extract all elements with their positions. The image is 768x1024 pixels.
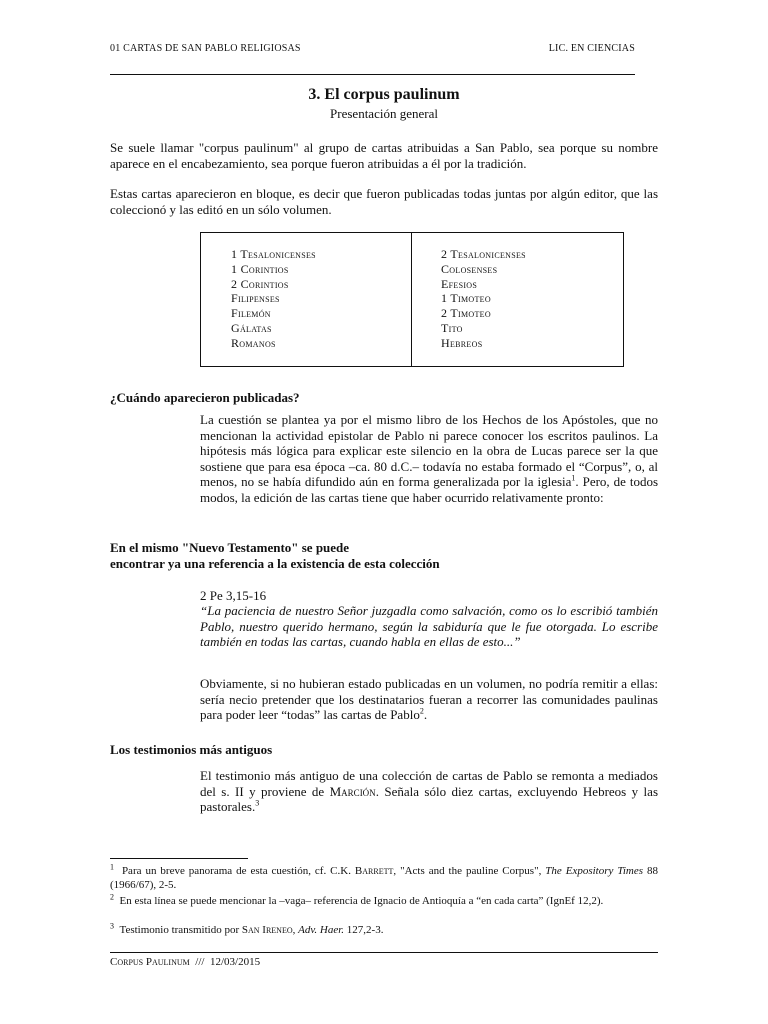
- book-item: 1 Corintios: [231, 261, 289, 276]
- footnote-ref[interactable]: 3: [255, 798, 260, 808]
- book-item: Gálatas: [231, 320, 272, 335]
- book-item: Tito: [441, 320, 463, 335]
- footer-date: 12/03/2015: [209, 956, 261, 968]
- footnote-rule: [110, 858, 248, 859]
- scripture-quote: “La paciencia de nuestro Señor juzgadla como salvación, como os lo escribió también Pablo, nuestro querido hermano, según la sabiduría que le fue otorgada. Lo escribe también en todas las cartas, cuando habla en ellas de esto...”: [200, 603, 658, 649]
- book-item: Filemón: [231, 306, 271, 321]
- book-item: 2 Timoteo: [441, 306, 491, 321]
- book-item: Filipenses: [231, 291, 280, 306]
- section-heading-testimonies: Los testimonios más antiguos: [110, 742, 273, 757]
- footer-title: Corpus Paulinum: [110, 956, 190, 968]
- intro-paragraph-1: Se suele llamar "corpus paulinum" al grupo de cartas atribuidas a San Pablo, sea porque su nombre aparece en el encabezamiento, sea porque fueron atribuidas a él por la tradición.: [110, 140, 658, 171]
- book-item: 2 Corintios: [231, 276, 289, 291]
- book-item: 1 Timoteo: [441, 291, 491, 306]
- section-heading-new-testament: En el mismo "Nuevo Testamento" se puede encontrar ya una referencia a la existencia de esta colección: [110, 540, 440, 571]
- header-degree: LIC. EN CIENCIAS: [548, 43, 635, 54]
- footnote-ref[interactable]: 1: [571, 473, 576, 483]
- page-footer: [110, 956, 260, 968]
- footnote-3: $^3$ Testimonio transmitido por San Ireneo, Adv. Haer. 127,2-3.: [110, 921, 384, 936]
- book-item: Efesios: [441, 276, 478, 291]
- header-course: 01 CARTAS DE SAN PABLO RELIGIOSAS: [110, 43, 301, 54]
- books-column-right: [441, 247, 526, 351]
- footnote-ref[interactable]: 2: [419, 706, 424, 716]
- section-heading-publication: ¿Cuándo aparecieron publicadas?: [110, 390, 300, 405]
- page-title: 3. El corpus paulinum: [308, 86, 460, 103]
- header-rule: [110, 74, 635, 75]
- books-column-left: [231, 247, 316, 351]
- section-testimonies-body: El testimonio más antiguo de una colección de cartas de Pablo se remonta a mediados del s. II y proviene de Marción. Señala sólo diez cartas, excluyendo Hebreos y las pastorales.$^3$: [200, 768, 658, 814]
- footer-separator: ///: [195, 956, 205, 968]
- footnote-1: $^1$ Para un breve panorama de esta cuestión, cf. C.K. Barrett, "Acts and the pauline Corpus", The Expository Times 88 (1966/67), 2-5.: [110, 862, 659, 891]
- intro-paragraph-2: Estas cartas aparecieron en bloque, es decir que fueron publicadas todas juntas por algún editor, que las coleccionó y las editó en un sólo volumen.: [110, 186, 658, 217]
- book-item: Colosenses: [441, 261, 498, 276]
- section-publication-body: La cuestión se plantea ya por el mismo libro de los Hechos de los Apóstoles, que no mencionan la actividad epistolar de Pablo ni parece conocer los escritos paulinos. La hipótesis más lógica para explicar este silencio en la obra de Lucas parece ser la que sostiene que para esa época –ca. 80 d.C.– todavía no estaba formado el “Corpus”, o, al menos, no se había difundido aún en forma generalizada por la iglesia$^1$. Pero, de todos modos, la edición de las cartas tiene que haber ocurrido relativamente pronto:: [200, 412, 658, 505]
- author-name: Marción: [329, 783, 376, 799]
- section-new-testament-body: Obviamente, si no hubieran estado publicadas en un volumen, no podría remitir a ellas: sería necio pretender que los destinatarios fueran a recorrer las comunidades paulinas para poder leer “todas” las cartas de Pablo$^2$.: [200, 676, 658, 722]
- scripture-reference: 2 Pe 3,15-16: [200, 588, 267, 603]
- books-table: [200, 232, 624, 367]
- footer-rule: [110, 952, 658, 953]
- book-item: 2 Tesalonicenses: [441, 247, 526, 261]
- book-item: Romanos: [231, 335, 276, 350]
- book-item: 1 Tesalonicenses: [231, 247, 316, 261]
- book-item: Hebreos: [441, 335, 483, 350]
- page-subtitle: Presentación general: [330, 106, 438, 121]
- footnote-2: $^2$ En esta línea se puede mencionar la –vaga– referencia de Ignacio de Antioquía a “en cada carta” (IgnEf 12,2).: [110, 892, 604, 907]
- books-table-divider: [411, 233, 412, 366]
